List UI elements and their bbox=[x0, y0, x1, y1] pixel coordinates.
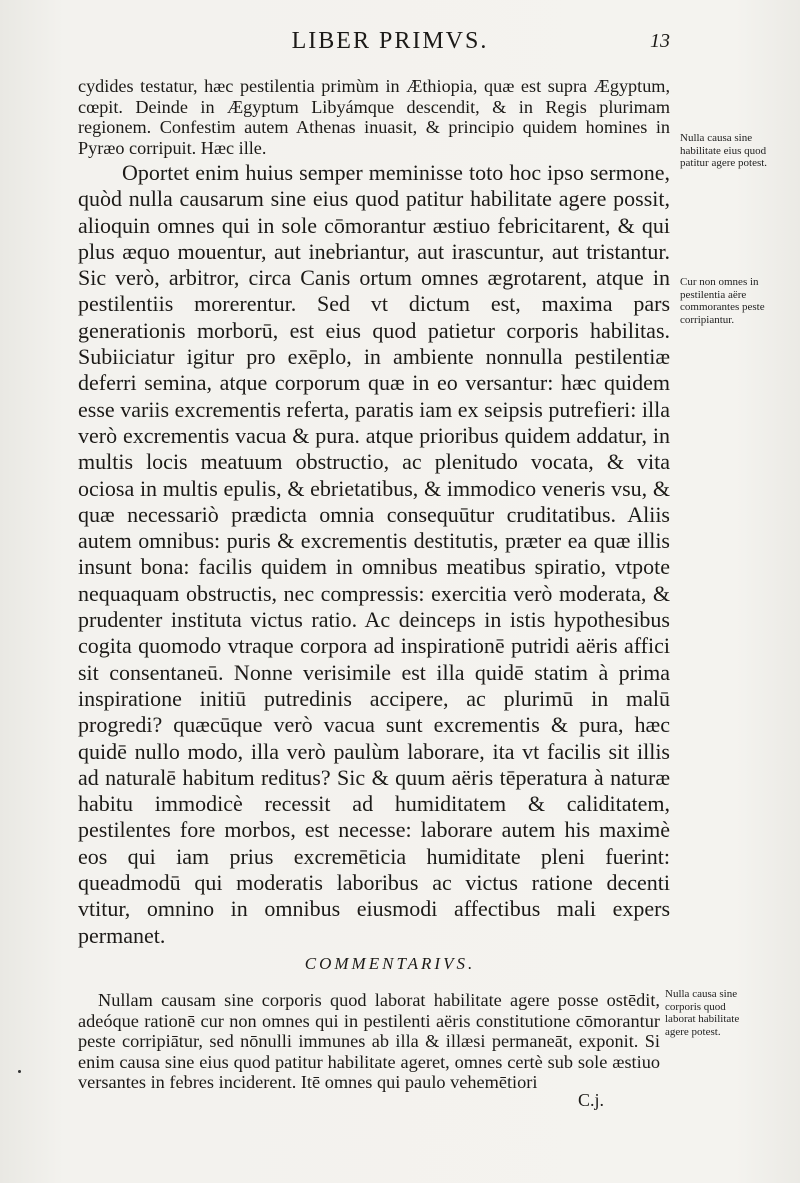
page-number: 13 bbox=[650, 30, 670, 52]
commentary-heading: COMMENTARIVS. bbox=[304, 954, 476, 973]
marginal-note-3: Nulla causa sine corporis quod laborat habilitate agere potest. bbox=[665, 988, 740, 1038]
marginal-note-2: Cur non omnes in pestilentia aëre commorantes peste corripiantur. bbox=[680, 276, 765, 326]
intro-paragraph: cydides testatur, hæc pestilentia primùm in Æthiopia, quæ est supra Ægyptum, cœpit. Deinde in Ægyptum Libyámque descendit, & in Regis plurimam regionem. Confestim autem Athenas inuasit, & principio quidem homines in Pyræo corripuit. Hæc ille. bbox=[78, 76, 670, 158]
running-title: LIBER PRIMVS. bbox=[291, 28, 489, 54]
commentary-paragraph: Nullam causam sine corporis quod laborat habilitate agere posse ostēdit, adeóque rationē cur non omnes qui in pestilenti aëris constitutione cōmorantur peste corripiātur, sed nōnulli immunes ab illa & illæsi permaneāt, exponit. Si enim causa sine eius quod patitur habilitate ageret, omnes certè sub sole æstiuo versantes in febres inciderent. Itē omnes qui paulo vehemētiori bbox=[78, 990, 660, 1092]
ink-speck bbox=[18, 1070, 21, 1073]
signature-mark: C.j. bbox=[578, 1090, 605, 1110]
marginal-note-1: Nulla causa sine habilitate eius quod patitur agere potest. bbox=[680, 132, 768, 169]
main-paragraph: Oportet enim huius semper meminisse toto hoc ipso sermone, quòd nulla causarum sine eius quod patitur habilitate agere possit, alioquin omnes qui in sole cōmorantur æstiuo febricitarent, & qui plus æquo mouentur, aut inebriantur, aut irascuntur, aut tristantur. Sic verò, arbitror, circa Canis ortum omnes ægrotarent, atque in pestilentiis morerentur. Sed vt dictum est, maxima pars generationis morborū, est eius quod patietur corporis habilitas. Subiiciatur igitur pro exēplo, in ambiente nonnulla pestilentiæ deferri semina, atque corporum quæ in eo versantur: hæc quidem esse variis excrementis referta, paratis iam ex seipsis putrefieri: illa verò excrementis vacua & pura. atque prioribus quidem addatur, in multis locis meatuum obstructio, ac plenitudo vocata, & vita ociosa in multis epulis, & ebrietatibus, & immodico veneris vsu, & quæ necessariò prædicta omnia consequūtur cruditatibus. Aliis autem omnibus: puris & excrementis destitutis, præter ea quæ illis insunt bona: facilis quidem in omnibus meatibus spiratio, vtpote nequaquam obstructis, nec compressis: exercitia verò moderata, & prudenter instituta victus ratio. Ac deinceps in istis hypothesibus cogita quomodo vtraque corpora ad inspirationē putridi aëris affici sit consentaneū. Nonne verisimile est illa quidē statim à prima inspiratione initiū putredinis accipere, ac plurimū in malū progredi? quæcūque verò vacua sunt excrementis & pura, hæc quidē nullo modo, illa verò paulùm laborare, ita vt facilis sit illis ad naturalē habitum reditus? Sic & quum aëris tēperatura à naturæ habitu immodicè recessit ad humiditatem & caliditatem, pestilentes fore morbos, est necesse: laborare autem his maximè eos qui iam prius excremēticia humiditate pleni fuerint: queadmodū qui moderatis laboribus ac victus ratione decenti vtitur, omnino in omnibus eiusmodi affectibus mali expers permanet. bbox=[78, 160, 670, 948]
